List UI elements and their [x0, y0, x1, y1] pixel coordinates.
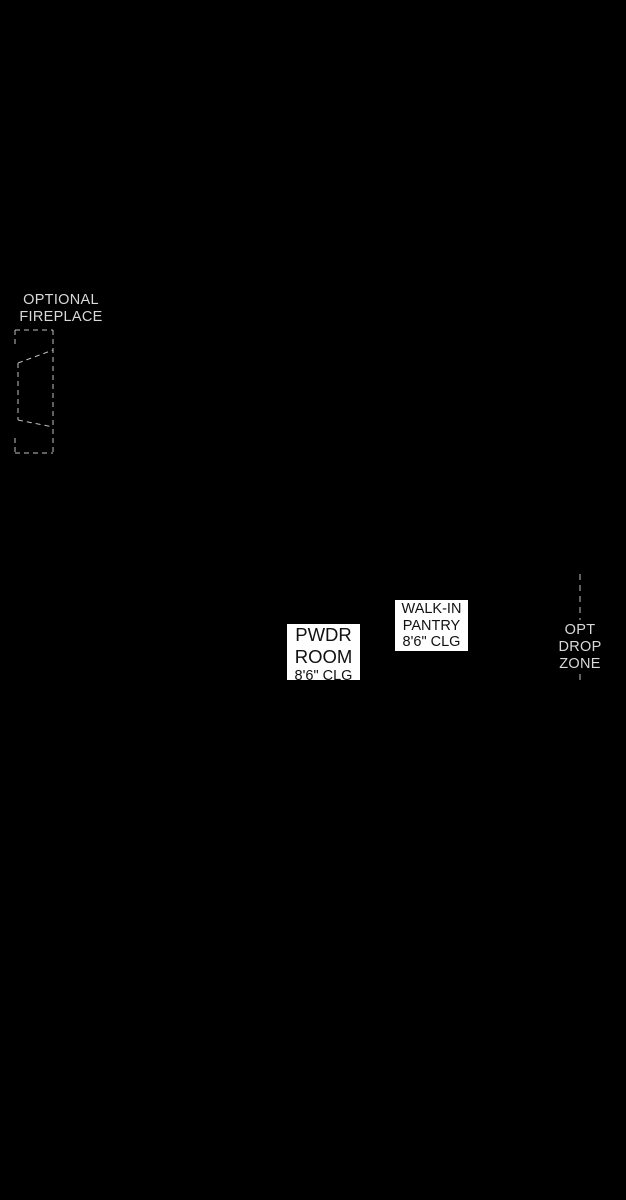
- walk-in-pantry-line1: WALK-IN: [401, 601, 462, 617]
- walk-in-pantry-ceiling: 8'6" CLG: [402, 634, 461, 650]
- powder-room-line2: ROOM: [294, 646, 353, 667]
- optional-fireplace-label: [10, 292, 112, 326]
- powder-room-ceiling: 8'6" CLG: [294, 668, 353, 680]
- optional-fireplace-label-line1: OPTIONAL: [23, 292, 99, 308]
- opt-drop-zone-line2: DROP: [558, 639, 602, 655]
- optional-fireplace-label-line2: FIREPLACE: [19, 309, 103, 325]
- walk-in-pantry-line2: PANTRY: [402, 617, 461, 634]
- opt-drop-zone-line3: ZONE: [559, 656, 601, 672]
- powder-room-line1: PWDR: [295, 624, 352, 645]
- optional-fireplace-outline: [15, 330, 53, 453]
- opt-drop-zone-line1: OPT: [564, 622, 596, 638]
- walk-in-pantry-label: [395, 600, 468, 651]
- powder-room-label: [287, 624, 360, 680]
- opt-drop-zone-label: [550, 622, 610, 673]
